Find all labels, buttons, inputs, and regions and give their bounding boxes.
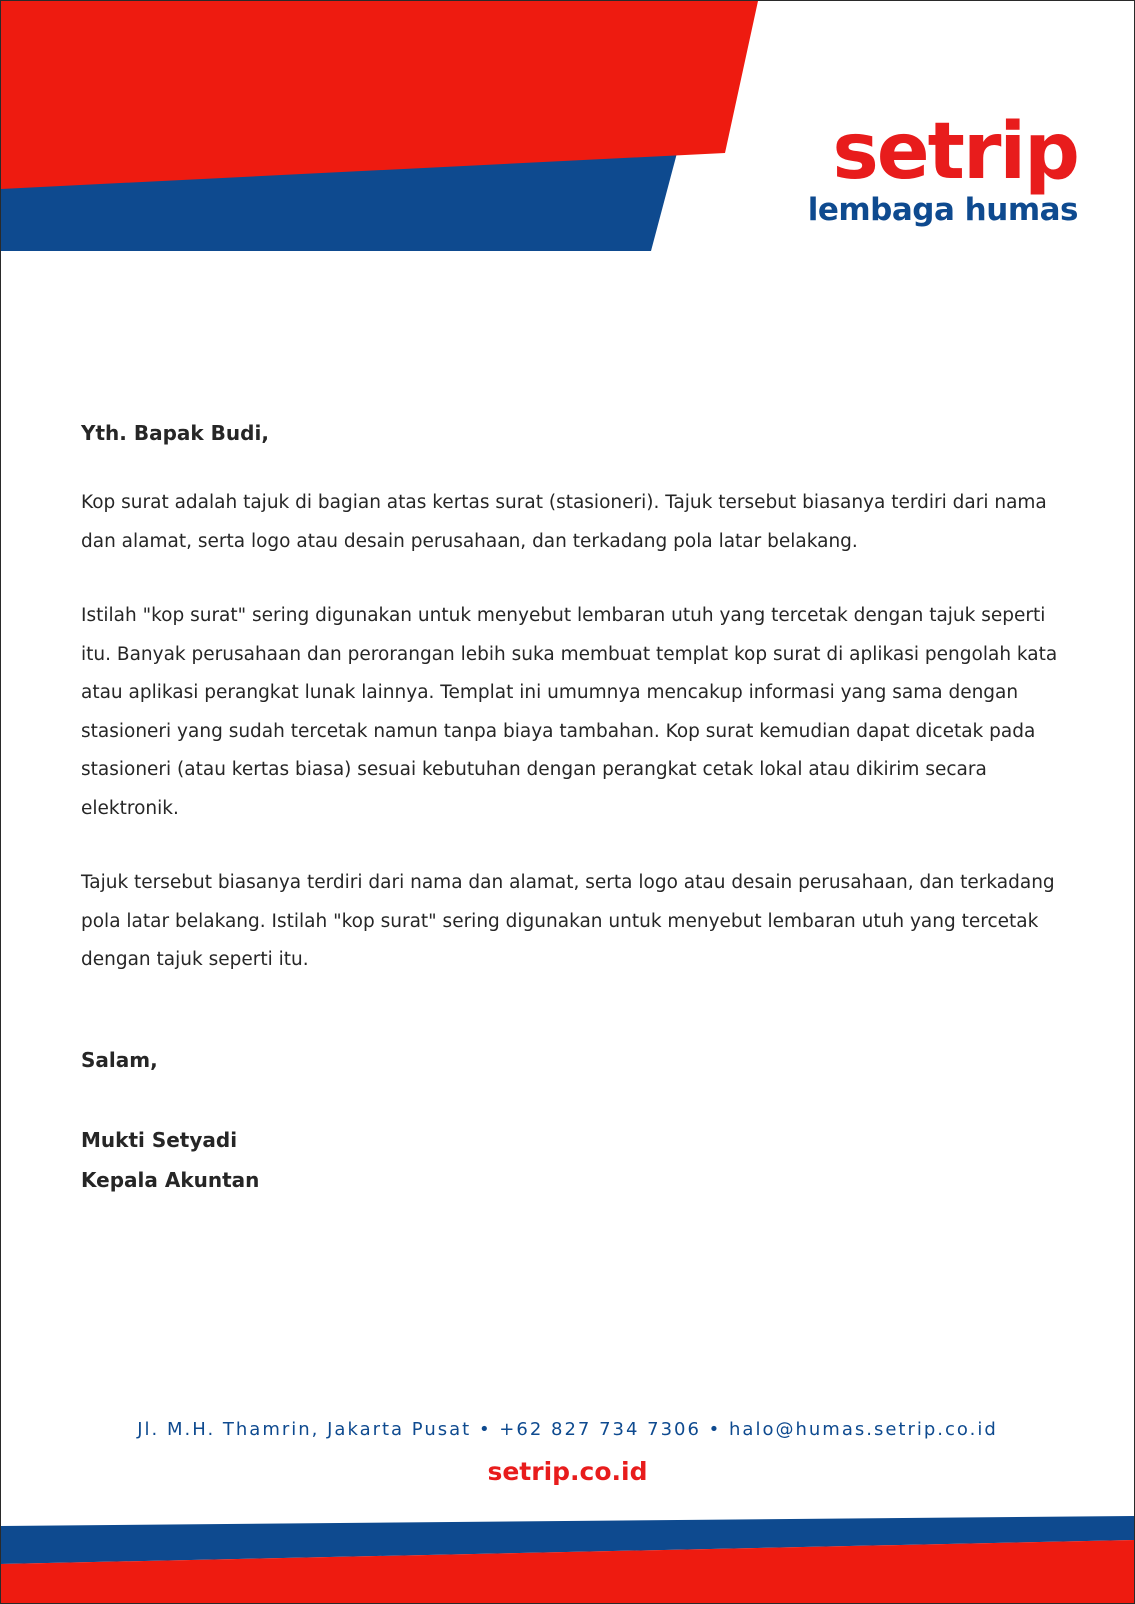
paragraph-3: Tajuk tersebut biasanya terdiri dari nama dan alamat, serta logo atau desain perusahaan, dan terkadang pola latar belakang. Istilah "kop surat" sering digunakan untuk menyebut lembaran utuh yang tercetak dengan tajuk seperti itu.: [81, 872, 1055, 970]
letter-body: [81, 413, 1061, 1200]
salutation: Yth. Bapak Budi,: [81, 421, 269, 445]
paragraph-2: Istilah "kop surat" sering digunakan untuk menyebut lembaran utuh yang tercetak dengan tajuk seperti itu. Banyak perusahaan dan perorangan lebih suka membuat templat kop surat di aplikasi pengolah kata atau aplikasi perangkat lunak lainnya. Templat ini umumnya mencakup informasi yang sama dengan stasioneri yang sudah tercetak namun tanpa biaya tambahan. Kop surat kemudian dapat dicetak pada stasioneri (atau kertas biasa) sesuai kebutuhan dengan perangkat cetak lokal atau dikirim secara elektronik.: [81, 605, 1058, 819]
logo-name: setrip: [832, 107, 1078, 197]
footer-decoration: [1, 1516, 1134, 1604]
logo-tagline: lembaga humas: [807, 192, 1078, 228]
footer-contact-line: Jl. M.H. Thamrin, Jakarta Pusat • +62 827 734 7306 • halo@humas.setrip.co.id: [137, 1419, 998, 1440]
company-logo: [807, 107, 1078, 228]
paragraph-1: Kop surat adalah tajuk di bagian atas kertas surat (stasioneri). Tajuk tersebut biasanya terdiri dari nama dan alamat, serta logo atau desain perusahaan, dan terkadang pola latar belakang.: [81, 492, 1047, 552]
signer-title: Kepala Akuntan: [81, 1167, 260, 1192]
footer-website: setrip.co.id: [487, 1457, 648, 1486]
closing: Salam,: [81, 1047, 158, 1072]
signer-name: Mukti Setyadi: [81, 1127, 238, 1152]
